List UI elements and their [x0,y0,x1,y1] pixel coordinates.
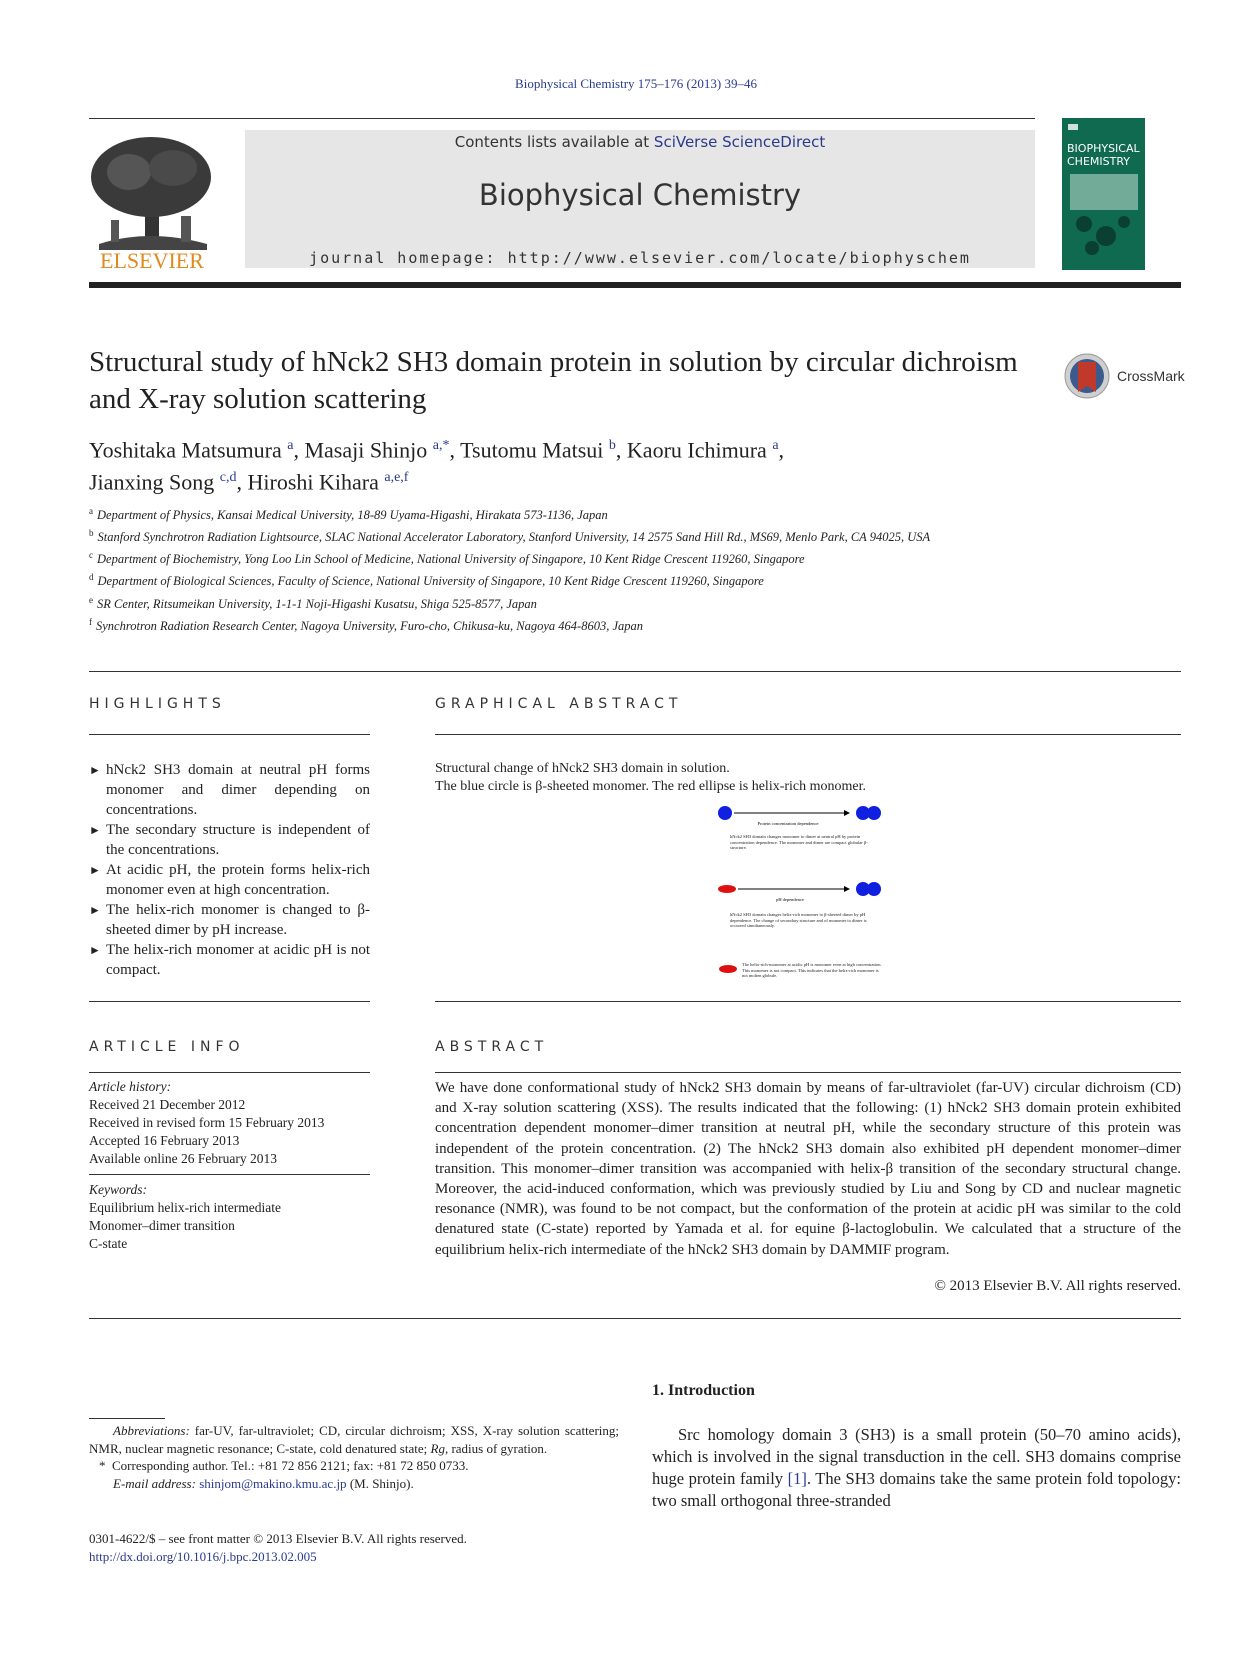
affiliation: $^f$ Synchrotron Radiation Research Center, Nagoya University, Furo-cho, Chikusa-ku, Nagoya 464-8603, Japan [89,616,644,633]
helix-rich-monomer-ellipse [718,885,736,893]
affiliation: $^a$ Department of Physics, Kansai Medical University, 18-89 Uyama-Higashi, Hirakata 573-1136, Japan [89,506,608,523]
issn-line: 0301-4622/$ – see front matter © 2013 Elsevier B.V. All rights reserved. [89,1531,467,1546]
author-affil-sup[interactable]: a,e,f [384,470,409,486]
abstract-text: We have done conformational study of hNck2 SH3 domain by means of far-ultraviolet (far-UV) circular dichroism (CD) and X-ray solution scattering (XSS). The results indicated that the following: (1) hNck2 SH3 domain protein exhibited concentration dependent monomer–dimer transition at neutral pH, while the secondary structure of this protein was independent of the protein concentration. (2) The hNck2 SH3 domain also exhibited pH dependent monomer–dimer transition. This monomer–dimer transition was accompanied with helix-β transition of the secondary structural change. Moreover, the acid-induced conformation, which was previously studied by Liu and Song by CD and nuclear magnetic resonance (NMR), was found to be not compact, but the conformation of the protein at acidic pH was similar to the cold denatured state (C-state) reported by Yamada et al. for equine β-lactoglobulin. We calculated that a structure of the equilibrium helix-rich intermediate of the hNck2 SH3 domain by DAMMIF program. [435,1080,1181,1258]
doi-link[interactable]: http://dx.doi.org/10.1016/j.bpc.2013.02.005 [89,1548,317,1564]
bottom-matter [89,1530,619,1565]
bullet-arrow-icon: ► [89,823,101,837]
journal-title: Biophysical Chemistry [478,178,802,212]
citation-link[interactable]: [1] [787,1469,807,1488]
footnote-rule [89,1418,165,1419]
section-rule [89,671,1181,672]
bullet-arrow-icon: ► [89,763,101,777]
author[interactable]: Tsutomu Matsui [460,437,604,463]
author[interactable]: Kaoru Ichimura [626,437,767,463]
cover-title: BIOPHYSICAL CHEMISTRY [1067,142,1140,168]
highlights-bottom-rule [89,1001,370,1002]
abstract-rule [435,1072,1181,1073]
crossmark-label: CrossMark [1117,368,1185,384]
affiliation: $^e$ SR Center, Ritsumeikan University, 1-1-1 Noji-Higashi Kusatsu, Shiga 525-8577, Japan [89,594,537,611]
bullet-arrow-icon: ► [89,943,101,957]
journal-homepage[interactable]: journal homepage: http://www.elsevier.com/locate/biophyschem [309,249,971,267]
graphical-abstract-bottom-rule [435,1001,1181,1002]
author-list: Yoshitaka Matsumura $^a$, Masaji Shinjo $^{a,*}$, Tsutomu Matsui $^b$, Kaoru Ichimura $^a$, Jianxing Song $^{c,d}$, Hiroshi Kihara $^{a,e,f}$ [89,437,785,495]
article-info-heading: ARTICLE INFO [89,1039,245,1055]
abstract-copyright: © 2013 Elsevier B.V. All rights reserved. [934,1278,1181,1294]
header-thick-rule [89,282,1181,288]
crossmark-icon [1064,352,1110,400]
graphical-abstract-caption: Structural change of hNck2 SH3 domain in solution. The blue circle is β-sheeted monomer. The red ellipse is helix-rich monomer. [435,761,867,794]
helix-rich-monomer-ellipse [719,965,737,973]
author-affil-sup[interactable]: b [608,438,616,453]
contents-line: Contents lists available at SciVerse ScienceDirect [454,133,826,151]
bullet-arrow-icon: ► [89,863,101,877]
author-affil-sup[interactable]: a,* [432,438,450,453]
graphical-abstract-figure[interactable] [718,804,888,990]
ga-diagram: Protein concentration dependence hNck2 SH3 domain changes monomer to dimer at neutral pH by protein concentration dependence. The monomer and dimer are compact globular β-structure. pH dependence hNck2 SH3 domain changes helix-rich monomer to β-sheeted dimer by pH dependence. The change of secondary structure and of monomer to dimer is occurred simultaneously. The helix-rich-monomer at acidic pH is monomer even at high concentration. This monomer is not compact. This indicates that the helix-rich monomer is not molten globule. [718,804,888,990]
affiliation-list [89,502,1189,635]
dimer-circle [867,806,881,820]
svg-text:Protein concentration dependen: Protein concentration dependence [757,821,819,826]
introduction-text: Src homology domain 3 (SH3) is a small protein (50–70 amino acids), which is involved in the signal transduction in the cell. SH3 domains comprise huge protein family [1]. The SH3 domains take the same protein fold topology: two small orthogonal three-stranded [652,1425,1181,1510]
affiliation: $^c$ Department of Biochemistry, Yong Loo Lin School of Medicine, National University of Singapore, 10 Kent Ridge Crescent 119260, Singapore [89,550,805,567]
email-link[interactable]: shinjom@makino.kmu.ac.jp [199,1475,347,1491]
article-info [89,1078,370,1253]
article-info-rule [89,1072,370,1073]
header-rule [89,118,1035,119]
highlights-list [89,760,370,980]
author-affil-sup[interactable]: a [287,438,294,453]
highlights-heading: HIGHLIGHTS [89,696,226,712]
footnotes [89,1422,619,1492]
elsevier-tree-logo [89,132,215,272]
monomer-circle [718,806,732,820]
graphical-abstract-heading: GRAPHICAL ABSTRACT [435,696,683,712]
author-affil-sup[interactable]: c,d [219,470,237,486]
affiliation: $^d$ Department of Biological Sciences, Faculty of Science, National University of Singapore, 10 Kent Ridge Crescent 119260, Singapore [89,572,764,589]
affiliation: $^b$ Stanford Synchrotron Radiation Lightsource, SLAC National Accelerator Laboratory, Stanford University, 14 2575 Sand Hill Rd., MS69, Menlo Park, CA 94025, USA [89,528,931,545]
keywords-label: Keywords: [89,1182,147,1197]
highlight-item: ► The helix-rich monomer at acidic pH is not compact. [89,942,370,978]
article-title: Structural study of hNck2 SH3 domain protein in solution by circular dichroism and X-ray solution scattering [89,346,1018,415]
author[interactable]: Hiroshi Kihara [247,469,379,495]
history-item: Received 21 December 2012 [89,1097,246,1112]
history-item: Available online 26 February 2013 [89,1151,277,1166]
author[interactable]: Masaji Shinjo [304,437,428,463]
history-item: Received in revised form 15 February 2013 [89,1115,325,1130]
highlight-item: ► hNck2 SH3 domain at neutral pH forms monomer and dimer depending on concentrations. [89,762,370,818]
journal-cover-image[interactable] [1062,118,1145,270]
highlight-item: ► At acidic pH, the protein forms helix-rich monomer even at high concentration. [89,862,370,898]
abbreviations-footnote: Abbreviations: far-UV, far-ultraviolet; CD, circular dichroism; XSS, X-ray solution scattering; NMR, nuclear magnetic resonance; C-state, cold denatured state; Rg, radius of gyration. [89,1423,620,1456]
elsevier-wordmark: ELSEVIER [100,248,204,272]
sciencedirect-link[interactable]: SciVerse ScienceDirect [653,133,826,151]
graphical-abstract-rule [435,734,1181,735]
journal-reference[interactable]: Biophysical Chemistry 175–176 (2013) 39–46 [515,76,757,91]
keywords-rule [89,1174,370,1175]
crossmark-badge[interactable] [1064,352,1184,400]
author-affil-sup[interactable]: a [772,438,779,453]
highlights-rule [89,734,370,735]
bullet-arrow-icon: ► [89,903,101,917]
dimer-circle [867,882,881,896]
author[interactable]: Jianxing Song [89,469,215,495]
history-item: Accepted 16 February 2013 [89,1133,240,1148]
author[interactable]: Yoshitaka Matsumura [89,437,282,463]
corresponding-footnote: * Corresponding author. Tel.: +81 72 856 2121; fax: +81 72 850 0733. [99,1458,469,1473]
keyword: Monomer–dimer transition [89,1218,235,1233]
abstract-heading: ABSTRACT [435,1039,549,1055]
highlight-item: ► The helix-rich monomer is changed to β-sheeted dimer by pH increase. [89,902,370,938]
introduction-heading: 1. Introduction [652,1382,755,1399]
highlight-item: ► The secondary structure is independent of the concentrations. [89,822,370,858]
keyword: Equilibrium helix-rich intermediate [89,1200,281,1215]
email-footnote: E-mail address: shinjom@makino.kmu.ac.jp (M. Shinjo). [113,1475,414,1491]
section-rule [89,1318,1181,1319]
history-label: Article history: [89,1079,172,1094]
keyword: C-state [89,1236,128,1251]
cover-art [1062,118,1145,270]
svg-text:pH dependence: pH dependence [776,897,804,902]
